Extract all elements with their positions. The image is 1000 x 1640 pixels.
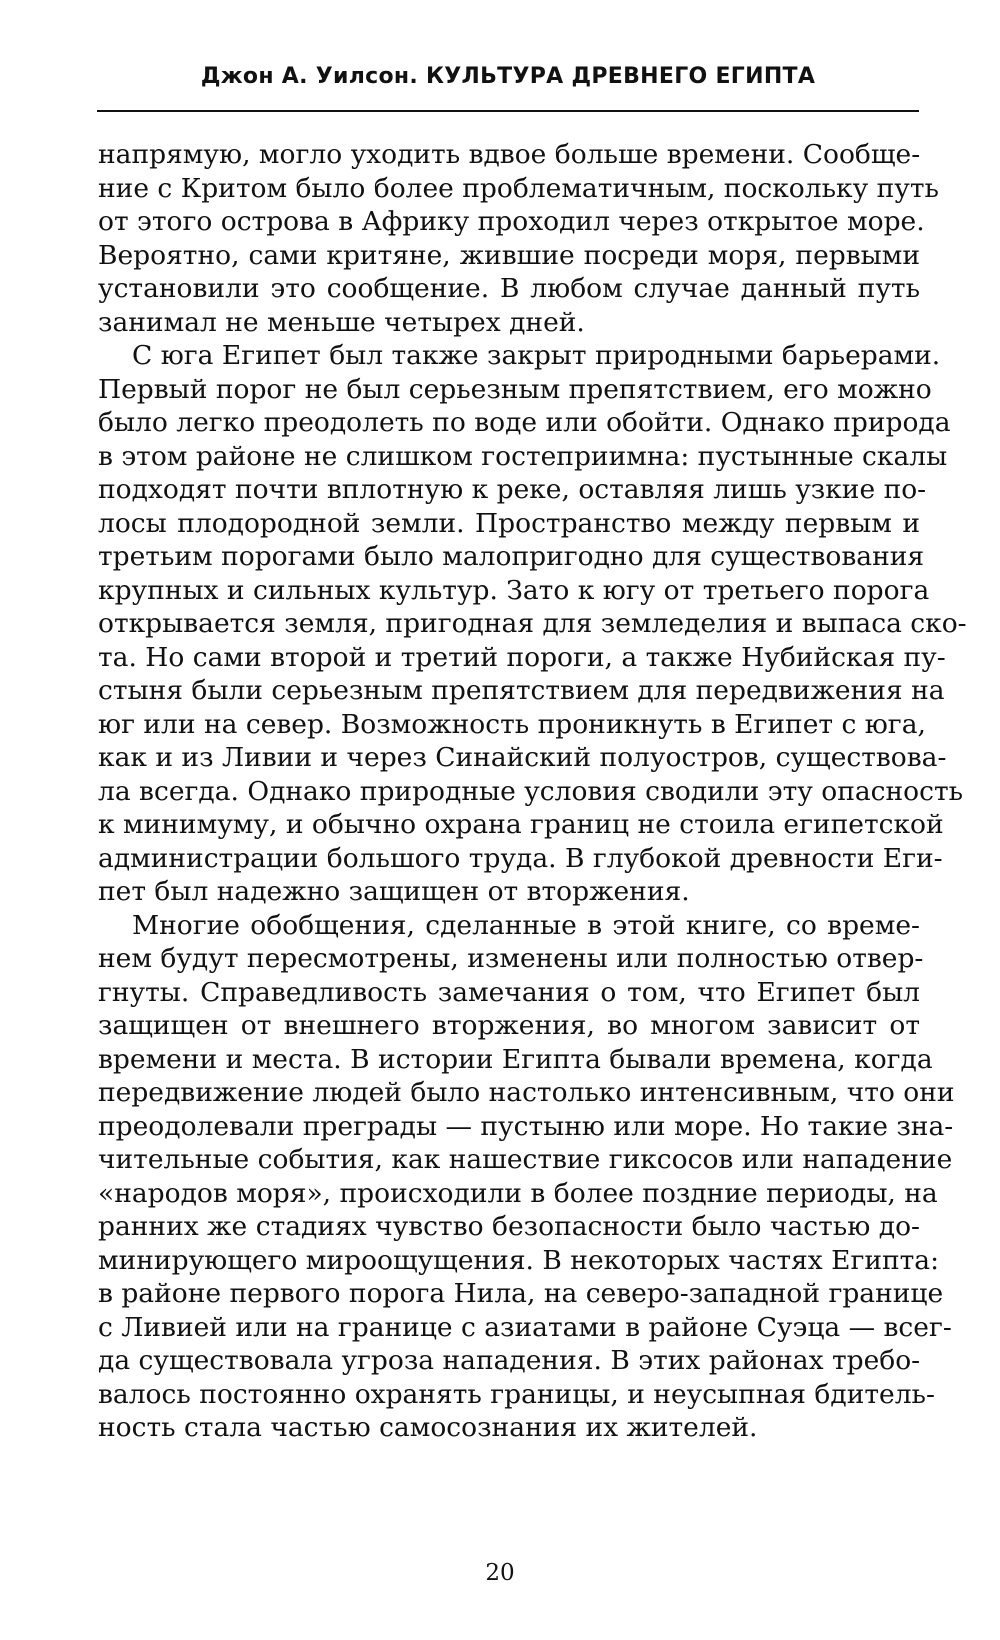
text-line: установили это сообщение. В любом случае данный путь <box>98 273 920 304</box>
text-line: как и из Ливии и через Синайский полуостров, существова- <box>98 742 947 773</box>
text-line: валось постоянно охранять границы, и неусыпная бдитель- <box>98 1378 935 1410</box>
text-line: подходят почти вплотную к реке, оставляя лишь узкие по- <box>98 474 927 505</box>
text-line: лосы плодородной земли. Пространство между первым и <box>98 507 920 539</box>
body-text <box>98 138 967 1445</box>
text-line: ла всегда. Однако природные условия сводили эту опасность <box>98 775 964 807</box>
text-line: ность стала частью самосознания их жителей. <box>98 1412 758 1443</box>
text-line: «народов моря», происходили в более поздние периоды, на <box>98 1177 938 1209</box>
text-line: времени и места. В истории Египта бывали времена, когда <box>98 1043 933 1075</box>
text-line: от этого острова в Африку проходил через открытое море. <box>98 206 925 237</box>
running-title: Джон А. Уилсон. КУЛЬТУРА ДРЕВНЕГО ЕГИПТА <box>200 64 816 89</box>
text-line: та. Но сами второй и третий пороги, а также Нубийская пу- <box>98 641 946 673</box>
text-line: Многие обобщения, сделанные в этой книге, со време- <box>132 909 920 941</box>
text-line: гнуты. Справедливость замечания о том, что Египет был <box>98 976 920 1008</box>
text-line: преодолевали преграды — пустыню или море. Но такие зна- <box>98 1110 954 1142</box>
text-line: защищен от внешнего вторжения, во многом зависит от <box>98 1010 920 1041</box>
text-line: крупных и сильных культур. Зато к югу от третьего порога <box>98 574 930 606</box>
text-line: напрямую, могло уходить вдвое больше времени. Сообще- <box>98 139 921 170</box>
text-line: открывается земля, пригодная для земледелия и выпаса ско- <box>98 608 967 639</box>
text-line: минирующего мироощущения. В некоторых частях Египта: <box>98 1244 940 1276</box>
text-line: С юга Египет был также закрыт природными барьерами. <box>132 340 941 371</box>
text-line: ранних же стадиях чувство безопасности было частью до- <box>98 1211 920 1242</box>
page-number: 20 <box>485 1560 515 1586</box>
text-line: нем будут пересмотрены, изменены или полностью отвер- <box>98 943 924 974</box>
text-line: стыня были серьезным препятствием для передвижения на <box>98 675 945 706</box>
text-line: пет был надежно защищен от вторжения. <box>98 876 690 907</box>
text-line: в районе первого порога Нила, на северо-западной границе <box>98 1278 944 1309</box>
text-line: Первый порог не был серьезным препятствием, его можно <box>98 373 932 405</box>
text-line: да существовала угроза нападения. В этих районах требо- <box>98 1345 921 1376</box>
text-line: администрации большого труда. В глубокой древности Еги- <box>98 842 943 874</box>
text-line: в этом районе не слишком гостеприимна: пустынные скалы <box>98 440 948 472</box>
text-line: с Ливией или на границе с азиатами в районе Суэца — всег- <box>98 1311 952 1343</box>
text-line: было легко преодолеть по воде или обойти. Однако природа <box>98 407 951 438</box>
text-line: юг или на север. Возможность проникнуть в Египет с юга, <box>98 708 926 740</box>
text-line: занимал не меньше четырех дней. <box>98 306 585 338</box>
text-line: ние с Критом было более проблематичным, поскольку путь <box>98 172 939 204</box>
text-line: передвижение людей было настолько интенсивным, что они <box>98 1077 955 1108</box>
header-rule <box>97 110 919 112</box>
text-line: Вероятно, сами критяне, жившие посреди моря, первыми <box>98 239 920 271</box>
text-line: к минимуму, и обычно охрана границ не стоила египетской <box>98 809 944 840</box>
text-line: чительные события, как нашествие гиксосов или нападение <box>98 1144 953 1175</box>
text-line: третьим порогами было малопригодно для существования <box>98 541 925 572</box>
